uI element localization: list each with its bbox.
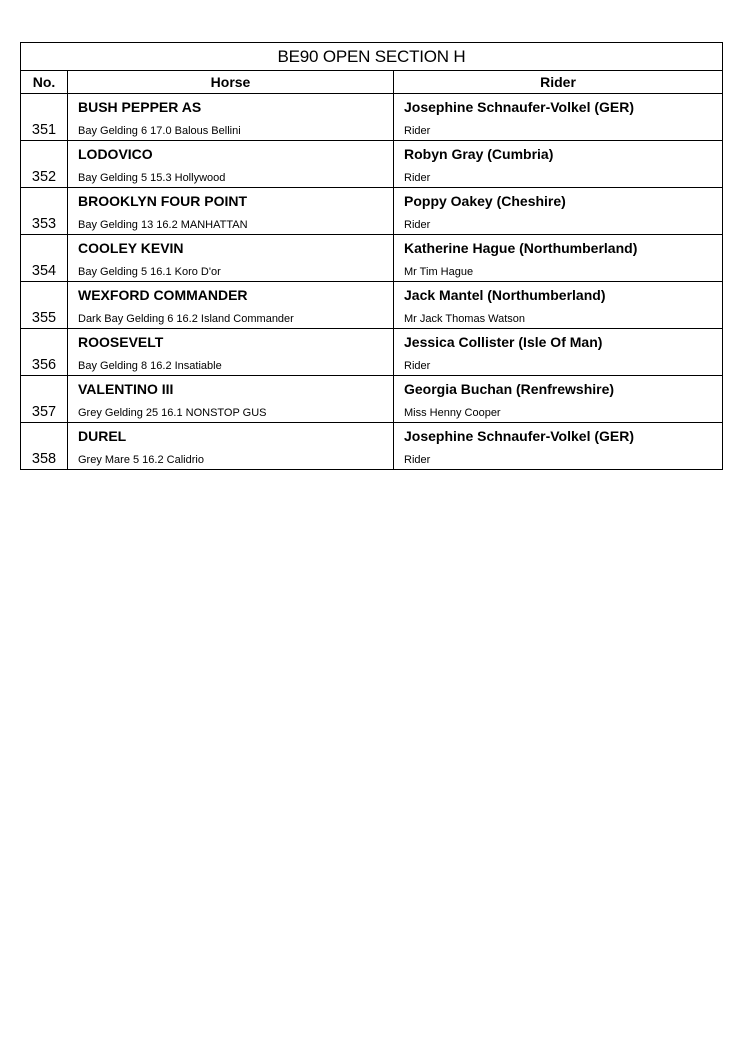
rider-name: Poppy Oakey (Cheshire) — [404, 193, 566, 209]
owner-name: Mr Tim Hague — [404, 266, 474, 278]
table-row — [21, 141, 723, 188]
owner-name: Rider — [404, 454, 431, 466]
horse-details: Bay Gelding 5 15.3 Hollywood — [78, 172, 226, 184]
horse-name: VALENTINO III — [78, 381, 174, 397]
rider-name: Georgia Buchan (Renfrewshire) — [404, 381, 615, 397]
rider-cell — [394, 188, 723, 235]
horse-cell — [68, 423, 394, 470]
entry-number: 351 — [21, 94, 68, 141]
owner-name: Mr Jack Thomas Watson — [404, 313, 526, 325]
horse-details: Grey Mare 5 16.2 Calidrio — [78, 454, 204, 466]
entries-table — [20, 42, 723, 470]
entry-number: 356 — [21, 329, 68, 376]
horse-name: COOLEY KEVIN — [78, 240, 184, 256]
entry-number: 354 — [21, 235, 68, 282]
header-rider: Rider — [394, 71, 723, 94]
title-row — [21, 43, 723, 71]
owner-name: Rider — [404, 360, 431, 372]
horse-cell — [68, 141, 394, 188]
rider-cell — [394, 329, 723, 376]
entry-number: 357 — [21, 376, 68, 423]
horse-name: LODOVICO — [78, 146, 153, 162]
table-row — [21, 188, 723, 235]
horse-name: WEXFORD COMMANDER — [78, 287, 248, 303]
table-row — [21, 235, 723, 282]
horse-details: Grey Gelding 25 16.1 NONSTOP GUS — [78, 407, 267, 419]
horse-cell — [68, 282, 394, 329]
rider-name: Josephine Schnaufer-Volkel (GER) — [404, 99, 635, 115]
horse-cell — [68, 188, 394, 235]
entry-number: 353 — [21, 188, 68, 235]
section-title: BE90 OPEN SECTION H — [21, 43, 723, 71]
rider-cell — [394, 376, 723, 423]
entry-number: 352 — [21, 141, 68, 188]
rider-cell — [394, 423, 723, 470]
rider-cell — [394, 235, 723, 282]
table-row — [21, 423, 723, 470]
rider-name: Robyn Gray (Cumbria) — [404, 146, 554, 162]
horse-details: Bay Gelding 5 16.1 Koro D'or — [78, 266, 221, 278]
owner-name: Rider — [404, 172, 431, 184]
table-row — [21, 94, 723, 141]
rider-cell — [394, 282, 723, 329]
table-row — [21, 376, 723, 423]
rider-name: Jack Mantel (Northumberland) — [404, 287, 606, 303]
horse-cell — [68, 94, 394, 141]
rider-name: Jessica Collister (Isle Of Man) — [404, 334, 603, 350]
entry-number: 355 — [21, 282, 68, 329]
horse-cell — [68, 329, 394, 376]
owner-name: Rider — [404, 125, 431, 137]
header-row — [21, 71, 723, 94]
rider-cell — [394, 141, 723, 188]
owner-name: Rider — [404, 219, 431, 231]
horse-details: Bay Gelding 6 17.0 Balous Bellini — [78, 125, 241, 137]
horse-details: Bay Gelding 13 16.2 MANHATTAN — [78, 219, 248, 231]
horse-details: Bay Gelding 8 16.2 Insatiable — [78, 360, 222, 372]
table-row — [21, 329, 723, 376]
table-row — [21, 282, 723, 329]
entry-number: 358 — [21, 423, 68, 470]
owner-name: Miss Henny Cooper — [404, 407, 501, 419]
horse-details: Dark Bay Gelding 6 16.2 Island Commander — [78, 313, 294, 325]
horse-cell — [68, 235, 394, 282]
header-no: No. — [21, 71, 68, 94]
horse-name: ROOSEVELT — [78, 334, 164, 350]
rider-name: Katherine Hague (Northumberland) — [404, 240, 638, 256]
horse-name: BUSH PEPPER AS — [78, 99, 202, 115]
header-horse: Horse — [68, 71, 394, 94]
rider-cell — [394, 94, 723, 141]
rider-name: Josephine Schnaufer-Volkel (GER) — [404, 428, 635, 444]
horse-name: BROOKLYN FOUR POINT — [78, 193, 248, 209]
horse-name: DUREL — [78, 428, 127, 444]
horse-cell — [68, 376, 394, 423]
